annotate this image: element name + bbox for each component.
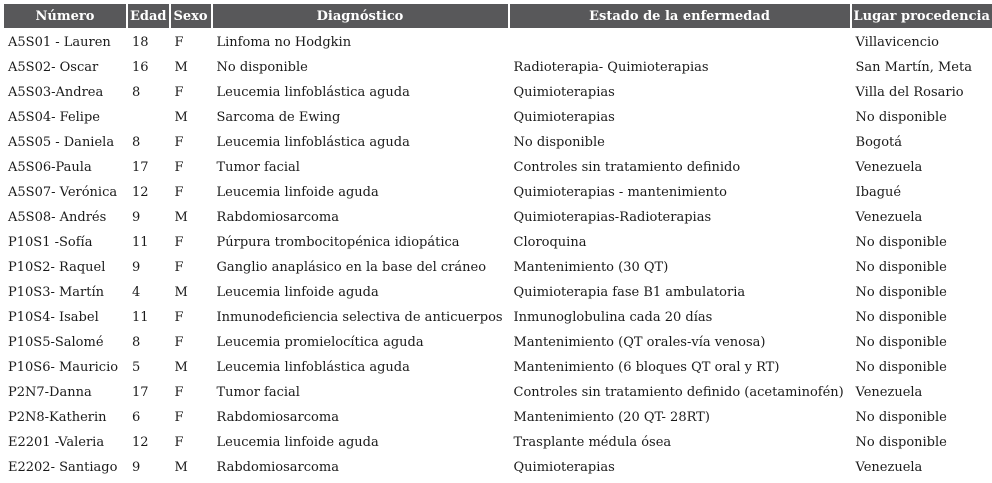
cell-lugar: No disponible: [855, 435, 947, 450]
cell-edad: [128, 105, 171, 130]
cell-diagnostico: Leucemia linfoblástica aguda: [216, 135, 410, 150]
cell-diagnostico: Leucemia linfoide aguda: [216, 285, 379, 300]
cell-numero: P10S2- Raquel: [8, 260, 106, 275]
cell-estado: Cloroquina: [513, 235, 587, 250]
cell-diagnostico: Rabdomiosarcoma: [216, 210, 339, 225]
header-sexo: Sexo: [171, 4, 213, 28]
cell-edad: 17: [132, 160, 149, 175]
table-row: [4, 330, 992, 355]
cell-numero: P10S5-Salomé: [8, 335, 104, 350]
cell-sexo: M: [174, 60, 188, 75]
cell-sexo: M: [174, 210, 188, 225]
cell-sexo: M: [174, 460, 188, 475]
cell-diagnostico: Púrpura trombocitopénica idiopática: [216, 235, 460, 250]
cell-diagnostico: Rabdomiosarcoma: [216, 410, 339, 425]
cell-sexo: F: [174, 160, 184, 175]
header-row: [4, 4, 992, 28]
cell-edad: 5: [132, 360, 141, 375]
cell-edad: 11: [132, 310, 149, 325]
cell-edad: 4: [132, 285, 141, 300]
cell-sexo: F: [174, 410, 184, 425]
cell-edad: 8: [132, 85, 141, 100]
cell-edad: 12: [132, 185, 149, 200]
cell-lugar: No disponible: [855, 285, 947, 300]
header-numero: Número: [4, 4, 128, 28]
cell-diagnostico: Sarcoma de Ewing: [216, 110, 341, 125]
table-row: [4, 105, 992, 130]
table-row: [4, 205, 992, 230]
cell-estado: Radioterapia- Quimioterapias: [513, 60, 709, 75]
table-row: [4, 180, 992, 205]
cell-numero: E2202- Santiago: [8, 460, 118, 475]
cell-lugar: No disponible: [855, 235, 947, 250]
cell-sexo: M: [174, 285, 188, 300]
cell-sexo: F: [174, 435, 184, 450]
cell-sexo: F: [174, 235, 184, 250]
patients-table: [4, 4, 992, 480]
cell-numero: P2N8-Katherin: [8, 410, 107, 425]
cell-sexo: F: [174, 385, 184, 400]
cell-sexo: F: [174, 185, 184, 200]
cell-diagnostico: Rabdomiosarcoma: [216, 460, 339, 475]
cell-estado: Quimioterapias - mantenimiento: [513, 185, 727, 200]
table-header: [4, 4, 992, 28]
cell-numero: A5S01 - Lauren: [8, 35, 111, 50]
cell-estado: Quimioterapia fase B1 ambulatoria: [513, 285, 746, 300]
cell-estado: Inmunoglobulina cada 20 días: [513, 310, 713, 325]
cell-sexo: M: [174, 110, 188, 125]
cell-sexo: F: [174, 310, 184, 325]
header-diagnostico: Diagnóstico: [213, 4, 510, 28]
cell-edad: 9: [132, 460, 141, 475]
cell-estado: Mantenimiento (30 QT): [513, 260, 669, 275]
cell-sexo: F: [174, 335, 184, 350]
cell-numero: P10S3- Martín: [8, 285, 105, 300]
cell-diagnostico: Tumor facial: [216, 385, 300, 400]
cell-edad: 17: [132, 385, 149, 400]
cell-estado: Quimioterapias: [513, 460, 615, 475]
cell-diagnostico: Tumor facial: [216, 160, 300, 175]
table-row: [4, 28, 992, 55]
cell-edad: 8: [132, 135, 141, 150]
cell-lugar: No disponible: [855, 335, 947, 350]
cell-numero: A5S08- Andrés: [8, 210, 107, 225]
cell-numero: A5S02- Oscar: [8, 60, 99, 75]
table-row: [4, 155, 992, 180]
cell-numero: P10S1 -Sofía: [8, 235, 93, 250]
table-body: [4, 28, 992, 480]
header-lugar: Lugar procedencia: [852, 4, 992, 28]
cell-estado: Controles sin tratamiento definido: [513, 160, 741, 175]
cell-numero: P10S6- Mauricio: [8, 360, 119, 375]
cell-edad: 16: [132, 60, 149, 75]
table-row: [4, 305, 992, 330]
table-row: [4, 230, 992, 255]
cell-estado: Trasplante médula ósea: [513, 435, 672, 450]
cell-diagnostico: Leucemia linfoblástica aguda: [216, 85, 410, 100]
cell-lugar: Venezuela: [855, 160, 923, 175]
table-row: [4, 255, 992, 280]
cell-numero: A5S07- Verónica: [8, 185, 118, 200]
cell-lugar: No disponible: [855, 410, 947, 425]
cell-edad: 9: [132, 260, 141, 275]
cell-diagnostico: Inmunodeficiencia selectiva de anticuerpos: [216, 310, 503, 325]
cell-sexo: F: [174, 260, 184, 275]
cell-estado: Quimioterapias-Radioterapias: [513, 210, 712, 225]
cell-lugar: Villa del Rosario: [855, 85, 964, 100]
cell-lugar: No disponible: [855, 310, 947, 325]
cell-edad: 6: [132, 410, 141, 425]
header-edad: Edad: [128, 4, 171, 28]
cell-lugar: Venezuela: [855, 385, 923, 400]
cell-numero: P10S4- Isabel: [8, 310, 99, 325]
cell-sexo: F: [174, 135, 184, 150]
header-estado: Estado de la enfermedad: [510, 4, 852, 28]
cell-sexo: M: [174, 360, 188, 375]
table-row: [4, 455, 992, 480]
cell-edad: 9: [132, 210, 141, 225]
cell-estado: Mantenimiento (QT orales-vía venosa): [513, 335, 766, 350]
cell-estado: Controles sin tratamiento definido (acetaminofén): [513, 385, 844, 400]
cell-sexo: F: [174, 85, 184, 100]
cell-edad: 8: [132, 335, 141, 350]
cell-estado: Mantenimiento (6 bloques QT oral y RT): [513, 360, 780, 375]
table-row: [4, 405, 992, 430]
cell-diagnostico: Leucemia linfoblástica aguda: [216, 360, 410, 375]
cell-edad: 11: [132, 235, 149, 250]
cell-sexo: F: [174, 35, 184, 50]
cell-numero: A5S06-Paula: [8, 160, 92, 175]
table-row: [4, 280, 992, 305]
cell-estado: Mantenimiento (20 QT- 28RT): [513, 410, 710, 425]
table-row: [4, 430, 992, 455]
table-row: [4, 130, 992, 155]
cell-numero: P2N7-Danna: [8, 385, 92, 400]
cell-lugar: No disponible: [855, 110, 947, 125]
cell-numero: A5S05 - Daniela: [8, 135, 115, 150]
cell-lugar: Villavicencio: [855, 35, 940, 50]
cell-estado: Quimioterapias: [513, 85, 615, 100]
cell-edad: 12: [132, 435, 149, 450]
cell-lugar: Bogotá: [855, 135, 903, 150]
cell-diagnostico: Leucemia promielocítica aguda: [216, 335, 424, 350]
cell-lugar: Venezuela: [855, 460, 923, 475]
table-row: [4, 380, 992, 405]
cell-diagnostico: No disponible: [216, 60, 308, 75]
cell-numero: A5S03-Andrea: [8, 85, 104, 100]
cell-numero: A5S04- Felipe: [8, 110, 100, 125]
cell-estado: No disponible: [513, 135, 605, 150]
table-row: [4, 80, 992, 105]
cell-numero: E2201 -Valeria: [8, 435, 105, 450]
cell-estado: Quimioterapias: [513, 110, 615, 125]
cell-estado: [510, 28, 852, 55]
cell-diagnostico: Leucemia linfoide aguda: [216, 185, 379, 200]
cell-edad: 18: [132, 35, 149, 50]
table-row: [4, 55, 992, 80]
cell-lugar: No disponible: [855, 360, 947, 375]
cell-lugar: No disponible: [855, 260, 947, 275]
cell-lugar: Ibagué: [855, 185, 902, 200]
cell-diagnostico: Linfoma no Hodgkin: [216, 35, 352, 50]
cell-diagnostico: Leucemia linfoide aguda: [216, 435, 379, 450]
cell-lugar: Venezuela: [855, 210, 923, 225]
table-row: [4, 355, 992, 380]
cell-lugar: San Martín, Meta: [855, 60, 972, 75]
cell-diagnostico: Ganglio anaplásico en la base del cráneo: [216, 260, 487, 275]
